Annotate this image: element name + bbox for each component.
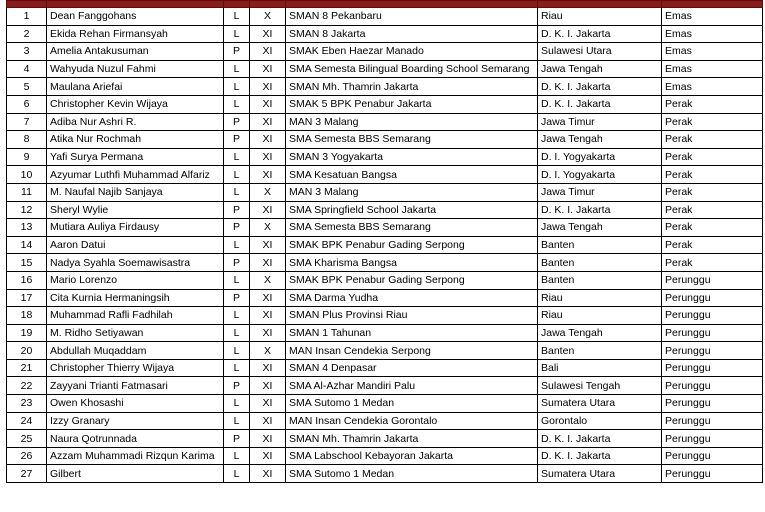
cell-school: SMA Semesta BBS Semarang	[286, 131, 538, 149]
results-sheet	[6, 0, 763, 483]
cell-name: Izzy Granary	[47, 412, 224, 430]
table-row	[7, 236, 763, 254]
cell-grade: XI	[250, 447, 286, 465]
cell-no: 24	[7, 412, 47, 430]
header-cell-grade	[250, 1, 286, 8]
cell-province: Bali	[538, 359, 662, 377]
cell-grade: X	[250, 271, 286, 289]
cell-medal: Perak	[662, 219, 763, 237]
header-cell-name	[47, 1, 224, 8]
cell-school: SMAK BPK Penabur Gading Serpong	[286, 271, 538, 289]
table-row	[7, 60, 763, 78]
cell-school: SMAN 4 Denpasar	[286, 359, 538, 377]
cell-province: Jawa Tengah	[538, 324, 662, 342]
cell-medal: Emas	[662, 8, 763, 26]
table-row	[7, 166, 763, 184]
cell-gender: L	[224, 95, 250, 113]
cell-name: Wahyuda Nuzul Fahmi	[47, 60, 224, 78]
cell-province: Banten	[538, 271, 662, 289]
cell-medal: Perak	[662, 131, 763, 149]
cell-gender: L	[224, 78, 250, 96]
cell-no: 6	[7, 95, 47, 113]
cell-gender: L	[224, 183, 250, 201]
cell-province: D. K. I. Jakarta	[538, 78, 662, 96]
cell-province: Riau	[538, 289, 662, 307]
cell-medal: Perak	[662, 236, 763, 254]
cell-gender: L	[224, 465, 250, 483]
cell-medal: Perunggu	[662, 271, 763, 289]
cell-medal: Perunggu	[662, 465, 763, 483]
cell-name: Azyumar Luthfi Muhammad Alfariz	[47, 166, 224, 184]
cell-grade: XI	[250, 289, 286, 307]
table-row	[7, 25, 763, 43]
cell-gender: L	[224, 60, 250, 78]
cell-name: Ekida Rehan Firmansyah	[47, 25, 224, 43]
cell-gender: L	[224, 447, 250, 465]
cell-grade: XI	[250, 377, 286, 395]
cell-no: 8	[7, 131, 47, 149]
cell-grade: XI	[250, 95, 286, 113]
cell-grade: XI	[250, 131, 286, 149]
cell-gender: P	[224, 254, 250, 272]
cell-gender: L	[224, 324, 250, 342]
cell-name: Gilbert	[47, 465, 224, 483]
cell-medal: Perak	[662, 95, 763, 113]
cell-school: SMAN 8 Jakarta	[286, 25, 538, 43]
cell-no: 19	[7, 324, 47, 342]
cell-grade: X	[250, 8, 286, 26]
cell-province: Riau	[538, 307, 662, 325]
cell-medal: Perak	[662, 183, 763, 201]
cell-province: D. K. I. Jakarta	[538, 447, 662, 465]
cell-medal: Perunggu	[662, 307, 763, 325]
cell-name: Christopher Thierry Wijaya	[47, 359, 224, 377]
header-cell-province	[538, 1, 662, 8]
cell-no: 1	[7, 8, 47, 26]
cell-name: Mutiara Auliya Firdausy	[47, 219, 224, 237]
cell-no: 7	[7, 113, 47, 131]
header-cell-school	[286, 1, 538, 8]
cell-name: Christopher Kevin Wijaya	[47, 95, 224, 113]
cell-name: Dean Fanggohans	[47, 8, 224, 26]
cell-province: Riau	[538, 8, 662, 26]
cell-grade: X	[250, 219, 286, 237]
cell-province: Banten	[538, 342, 662, 360]
cell-no: 9	[7, 148, 47, 166]
cell-name: Sheryl Wylie	[47, 201, 224, 219]
cell-school: SMA Kharisma Bangsa	[286, 254, 538, 272]
cell-gender: L	[224, 148, 250, 166]
cell-gender: L	[224, 271, 250, 289]
table-row	[7, 219, 763, 237]
cell-no: 25	[7, 430, 47, 448]
cell-school: SMAN 8 Pekanbaru	[286, 8, 538, 26]
cell-grade: X	[250, 183, 286, 201]
cell-grade: XI	[250, 254, 286, 272]
table-row	[7, 271, 763, 289]
cell-no: 26	[7, 447, 47, 465]
table-row	[7, 113, 763, 131]
cell-medal: Emas	[662, 60, 763, 78]
cell-gender: P	[224, 201, 250, 219]
cell-province: Sumatera Utara	[538, 465, 662, 483]
table-row	[7, 307, 763, 325]
cell-no: 11	[7, 183, 47, 201]
cell-name: Azzam Muhammadi Rizqun Karima	[47, 447, 224, 465]
cell-medal: Perunggu	[662, 359, 763, 377]
cell-gender: P	[224, 430, 250, 448]
cell-no: 2	[7, 25, 47, 43]
cell-name: Aaron Datui	[47, 236, 224, 254]
cell-gender: L	[224, 236, 250, 254]
cell-no: 17	[7, 289, 47, 307]
table-row	[7, 430, 763, 448]
cell-no: 22	[7, 377, 47, 395]
table-row	[7, 359, 763, 377]
cell-name: Atika Nur Rochmah	[47, 131, 224, 149]
cell-name: Adiba Nur Ashri R.	[47, 113, 224, 131]
cell-gender: P	[224, 43, 250, 61]
cell-province: Sulawesi Utara	[538, 43, 662, 61]
cell-name: Owen Khosashi	[47, 395, 224, 413]
cell-medal: Perunggu	[662, 342, 763, 360]
table-row	[7, 183, 763, 201]
cell-gender: P	[224, 131, 250, 149]
table-row	[7, 447, 763, 465]
cell-grade: XI	[250, 465, 286, 483]
cell-medal: Perak	[662, 148, 763, 166]
cell-school: SMAK Eben Haezar Manado	[286, 43, 538, 61]
cell-name: Cita Kurnia Hermaningsih	[47, 289, 224, 307]
cell-school: SMA Semesta BBS Semarang	[286, 219, 538, 237]
cell-province: Jawa Tengah	[538, 60, 662, 78]
table-row	[7, 289, 763, 307]
cell-name: Abdullah Muqaddam	[47, 342, 224, 360]
cell-grade: XI	[250, 113, 286, 131]
cell-grade: X	[250, 342, 286, 360]
cell-province: Jawa Timur	[538, 183, 662, 201]
cell-province: Banten	[538, 254, 662, 272]
cell-medal: Emas	[662, 25, 763, 43]
winners-table	[6, 0, 763, 483]
cell-name: Amelia Antakusuman	[47, 43, 224, 61]
cell-no: 21	[7, 359, 47, 377]
cell-school: SMA Sutomo 1 Medan	[286, 395, 538, 413]
cell-grade: XI	[250, 307, 286, 325]
cell-school: SMA Al-Azhar Mandiri Palu	[286, 377, 538, 395]
cell-grade: XI	[250, 201, 286, 219]
cell-school: SMAN Mh. Thamrin Jakarta	[286, 78, 538, 96]
cell-medal: Perak	[662, 166, 763, 184]
cell-school: SMAK 5 BPK Penabur Jakarta	[286, 95, 538, 113]
cell-grade: XI	[250, 324, 286, 342]
cell-medal: Perak	[662, 254, 763, 272]
cell-name: Nadya Syahla Soemawisastra	[47, 254, 224, 272]
cell-province: Sumatera Utara	[538, 395, 662, 413]
cell-name: Yafi Surya Permana	[47, 148, 224, 166]
cell-province: Jawa Timur	[538, 113, 662, 131]
cell-no: 18	[7, 307, 47, 325]
cell-grade: XI	[250, 25, 286, 43]
cell-school: SMA Semesta Bilingual Boarding School Semarang	[286, 60, 538, 78]
cell-gender: L	[224, 8, 250, 26]
table-row	[7, 395, 763, 413]
cell-school: SMAN 3 Yogyakarta	[286, 148, 538, 166]
cell-grade: XI	[250, 430, 286, 448]
cell-gender: P	[224, 377, 250, 395]
header-cell-no	[7, 1, 47, 8]
cell-no: 20	[7, 342, 47, 360]
cell-gender: L	[224, 412, 250, 430]
cell-no: 14	[7, 236, 47, 254]
cell-province: D. K. I. Jakarta	[538, 25, 662, 43]
cell-name: Naura Qotrunnada	[47, 430, 224, 448]
cell-province: D. K. I. Jakarta	[538, 95, 662, 113]
cell-medal: Perak	[662, 113, 763, 131]
cell-school: SMA Labschool Kebayoran Jakarta	[286, 447, 538, 465]
cell-gender: L	[224, 166, 250, 184]
cell-school: MAN 3 Malang	[286, 113, 538, 131]
cell-medal: Perunggu	[662, 412, 763, 430]
cell-province: D. I. Yogyakarta	[538, 148, 662, 166]
cell-gender: P	[224, 113, 250, 131]
cell-grade: XI	[250, 236, 286, 254]
cell-medal: Emas	[662, 78, 763, 96]
cell-no: 10	[7, 166, 47, 184]
cell-grade: XI	[250, 166, 286, 184]
cell-no: 15	[7, 254, 47, 272]
cell-province: Jawa Tengah	[538, 219, 662, 237]
cell-no: 3	[7, 43, 47, 61]
table-row	[7, 324, 763, 342]
cell-gender: L	[224, 25, 250, 43]
cell-gender: L	[224, 342, 250, 360]
cell-medal: Emas	[662, 43, 763, 61]
cell-name: M. Naufal Najib Sanjaya	[47, 183, 224, 201]
cell-school: SMA Sutomo 1 Medan	[286, 465, 538, 483]
cell-name: Mario Lorenzo	[47, 271, 224, 289]
table-row	[7, 377, 763, 395]
cell-medal: Perak	[662, 201, 763, 219]
cell-no: 5	[7, 78, 47, 96]
cell-name: M. Ridho Setiyawan	[47, 324, 224, 342]
cell-medal: Perunggu	[662, 324, 763, 342]
cell-province: Sulawesi Tengah	[538, 377, 662, 395]
cell-name: Muhammad Rafli Fadhilah	[47, 307, 224, 325]
cell-grade: XI	[250, 395, 286, 413]
table-row	[7, 465, 763, 483]
cell-medal: Perunggu	[662, 430, 763, 448]
cell-school: SMA Springfield School Jakarta	[286, 201, 538, 219]
cell-gender: L	[224, 395, 250, 413]
cell-province: D. K. I. Jakarta	[538, 430, 662, 448]
cell-no: 12	[7, 201, 47, 219]
table-body	[7, 8, 763, 483]
table-row	[7, 342, 763, 360]
cell-province: D. K. I. Jakarta	[538, 201, 662, 219]
cell-gender: L	[224, 307, 250, 325]
table-header	[7, 1, 763, 8]
cell-school: MAN 3 Malang	[286, 183, 538, 201]
cell-province: D. I. Yogyakarta	[538, 166, 662, 184]
cell-grade: XI	[250, 148, 286, 166]
cell-no: 23	[7, 395, 47, 413]
cell-school: SMAK BPK Penabur Gading Serpong	[286, 236, 538, 254]
cell-no: 13	[7, 219, 47, 237]
table-row	[7, 412, 763, 430]
cell-grade: XI	[250, 359, 286, 377]
table-row	[7, 8, 763, 26]
table-row	[7, 43, 763, 61]
cell-medal: Perunggu	[662, 377, 763, 395]
table-row	[7, 95, 763, 113]
cell-no: 27	[7, 465, 47, 483]
cell-province: Banten	[538, 236, 662, 254]
cell-name: Maulana Ariefai	[47, 78, 224, 96]
cell-gender: P	[224, 219, 250, 237]
cell-school: SMAN Mh. Thamrin Jakarta	[286, 430, 538, 448]
cell-school: MAN Insan Cendekia Gorontalo	[286, 412, 538, 430]
table-row	[7, 148, 763, 166]
cell-province: Gorontalo	[538, 412, 662, 430]
cell-medal: Perunggu	[662, 395, 763, 413]
table-row	[7, 254, 763, 272]
cell-grade: XI	[250, 60, 286, 78]
cell-gender: P	[224, 289, 250, 307]
table-row	[7, 201, 763, 219]
cell-name: Zayyani Trianti Fatmasari	[47, 377, 224, 395]
header-cell-medal	[662, 1, 763, 8]
table-row	[7, 78, 763, 96]
cell-no: 16	[7, 271, 47, 289]
cell-grade: XI	[250, 43, 286, 61]
cell-medal: Perunggu	[662, 289, 763, 307]
cell-medal: Perunggu	[662, 447, 763, 465]
cell-gender: L	[224, 359, 250, 377]
cell-school: MAN Insan Cendekia Serpong	[286, 342, 538, 360]
cell-grade: XI	[250, 78, 286, 96]
cell-school: SMAN Plus Provinsi Riau	[286, 307, 538, 325]
header-cell-gender	[224, 1, 250, 8]
cell-school: SMA Darma Yudha	[286, 289, 538, 307]
cell-no: 4	[7, 60, 47, 78]
table-row	[7, 131, 763, 149]
cell-grade: XI	[250, 412, 286, 430]
cell-province: Jawa Tengah	[538, 131, 662, 149]
cell-school: SMAN 1 Tahunan	[286, 324, 538, 342]
cell-school: SMA Kesatuan Bangsa	[286, 166, 538, 184]
